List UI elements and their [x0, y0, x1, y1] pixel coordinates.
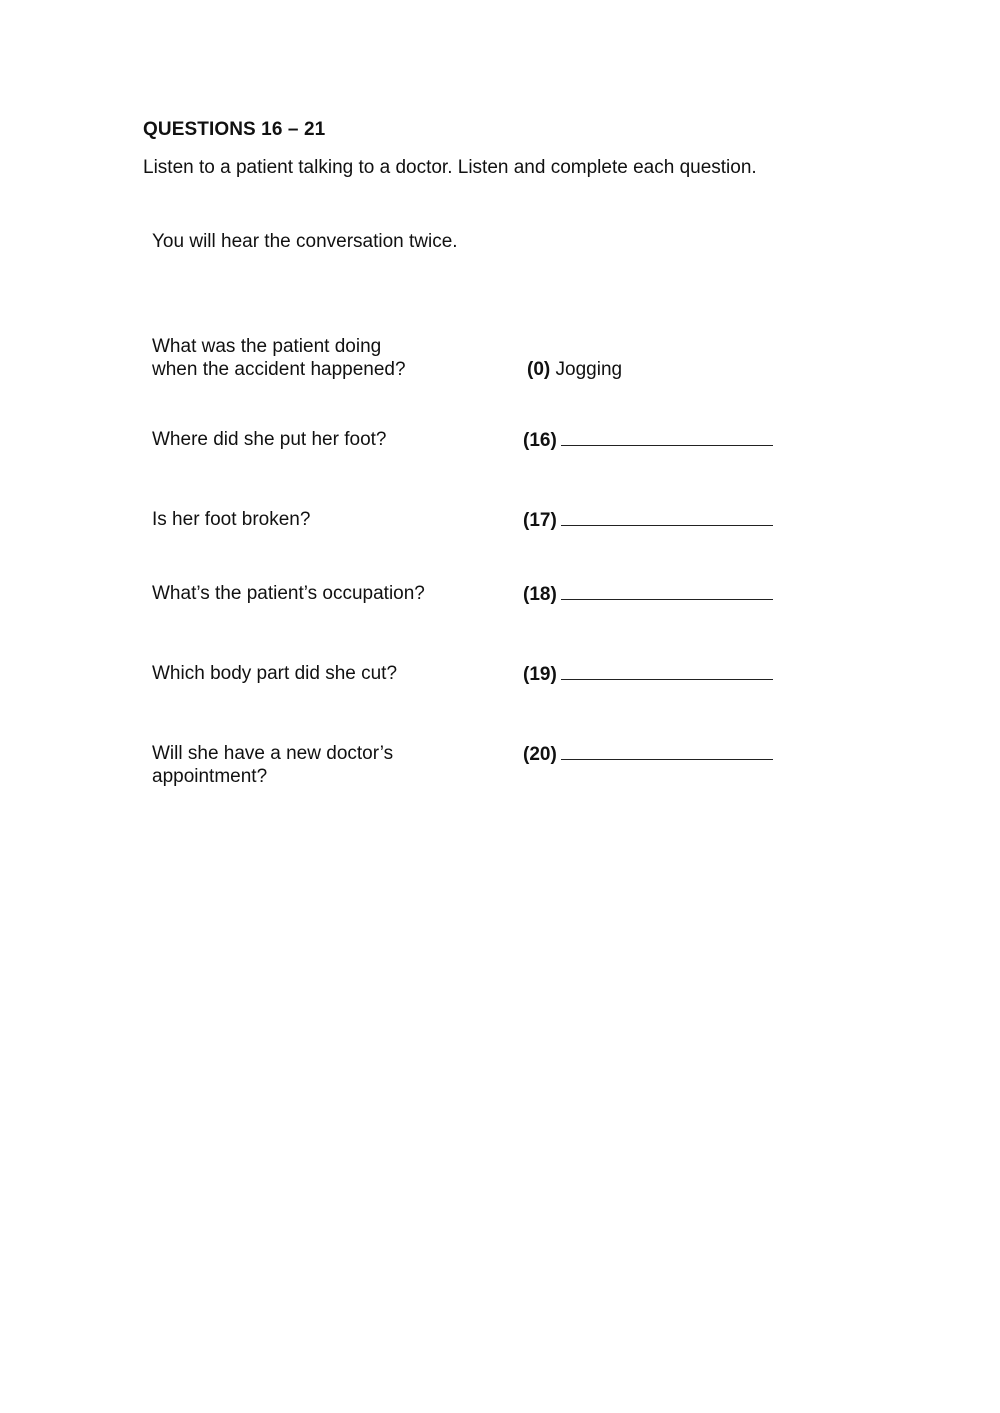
- question-line: Is her foot broken?: [152, 509, 311, 530]
- question-20-text: [152, 742, 492, 788]
- section-heading: QUESTIONS 16 – 21: [143, 119, 326, 140]
- question-number: (19): [523, 664, 557, 685]
- instruction-text: Listen to a patient talking to a doctor. Listen and complete each question.: [143, 157, 757, 178]
- question-18-text: [152, 582, 492, 605]
- answer-17: [523, 508, 773, 532]
- answer-16: [523, 428, 773, 452]
- answer-blank-19[interactable]: [561, 662, 773, 680]
- question-number: (16): [523, 430, 557, 451]
- question-17-text: [152, 508, 492, 531]
- question-line: when the accident happened?: [152, 359, 406, 380]
- question-line: Which body part did she cut?: [152, 663, 398, 684]
- answer-18: [523, 582, 773, 606]
- question-19-text: [152, 662, 492, 685]
- question-number: (17): [523, 510, 557, 531]
- question-line: Where did she put her foot?: [152, 429, 387, 450]
- example-answer: [527, 358, 622, 381]
- answer-text: Jogging: [555, 359, 623, 380]
- question-0-text: [152, 335, 492, 381]
- question-line: Will she have a new doctor’s: [152, 743, 394, 764]
- question-line: What was the patient doing: [152, 336, 382, 357]
- answer-20: [523, 742, 773, 766]
- note-text: You will hear the conversation twice.: [152, 231, 458, 252]
- question-line: What’s the patient’s occupation?: [152, 583, 425, 604]
- question-line: appointment?: [152, 766, 268, 787]
- question-number: (20): [523, 744, 557, 765]
- answer-19: [523, 662, 773, 686]
- question-number: (18): [523, 584, 557, 605]
- answer-blank-18[interactable]: [561, 582, 773, 600]
- question-number: (0): [527, 359, 551, 380]
- answer-blank-16[interactable]: [561, 428, 773, 446]
- answer-blank-20[interactable]: [561, 742, 773, 760]
- answer-blank-17[interactable]: [561, 508, 773, 526]
- question-16-text: [152, 428, 492, 451]
